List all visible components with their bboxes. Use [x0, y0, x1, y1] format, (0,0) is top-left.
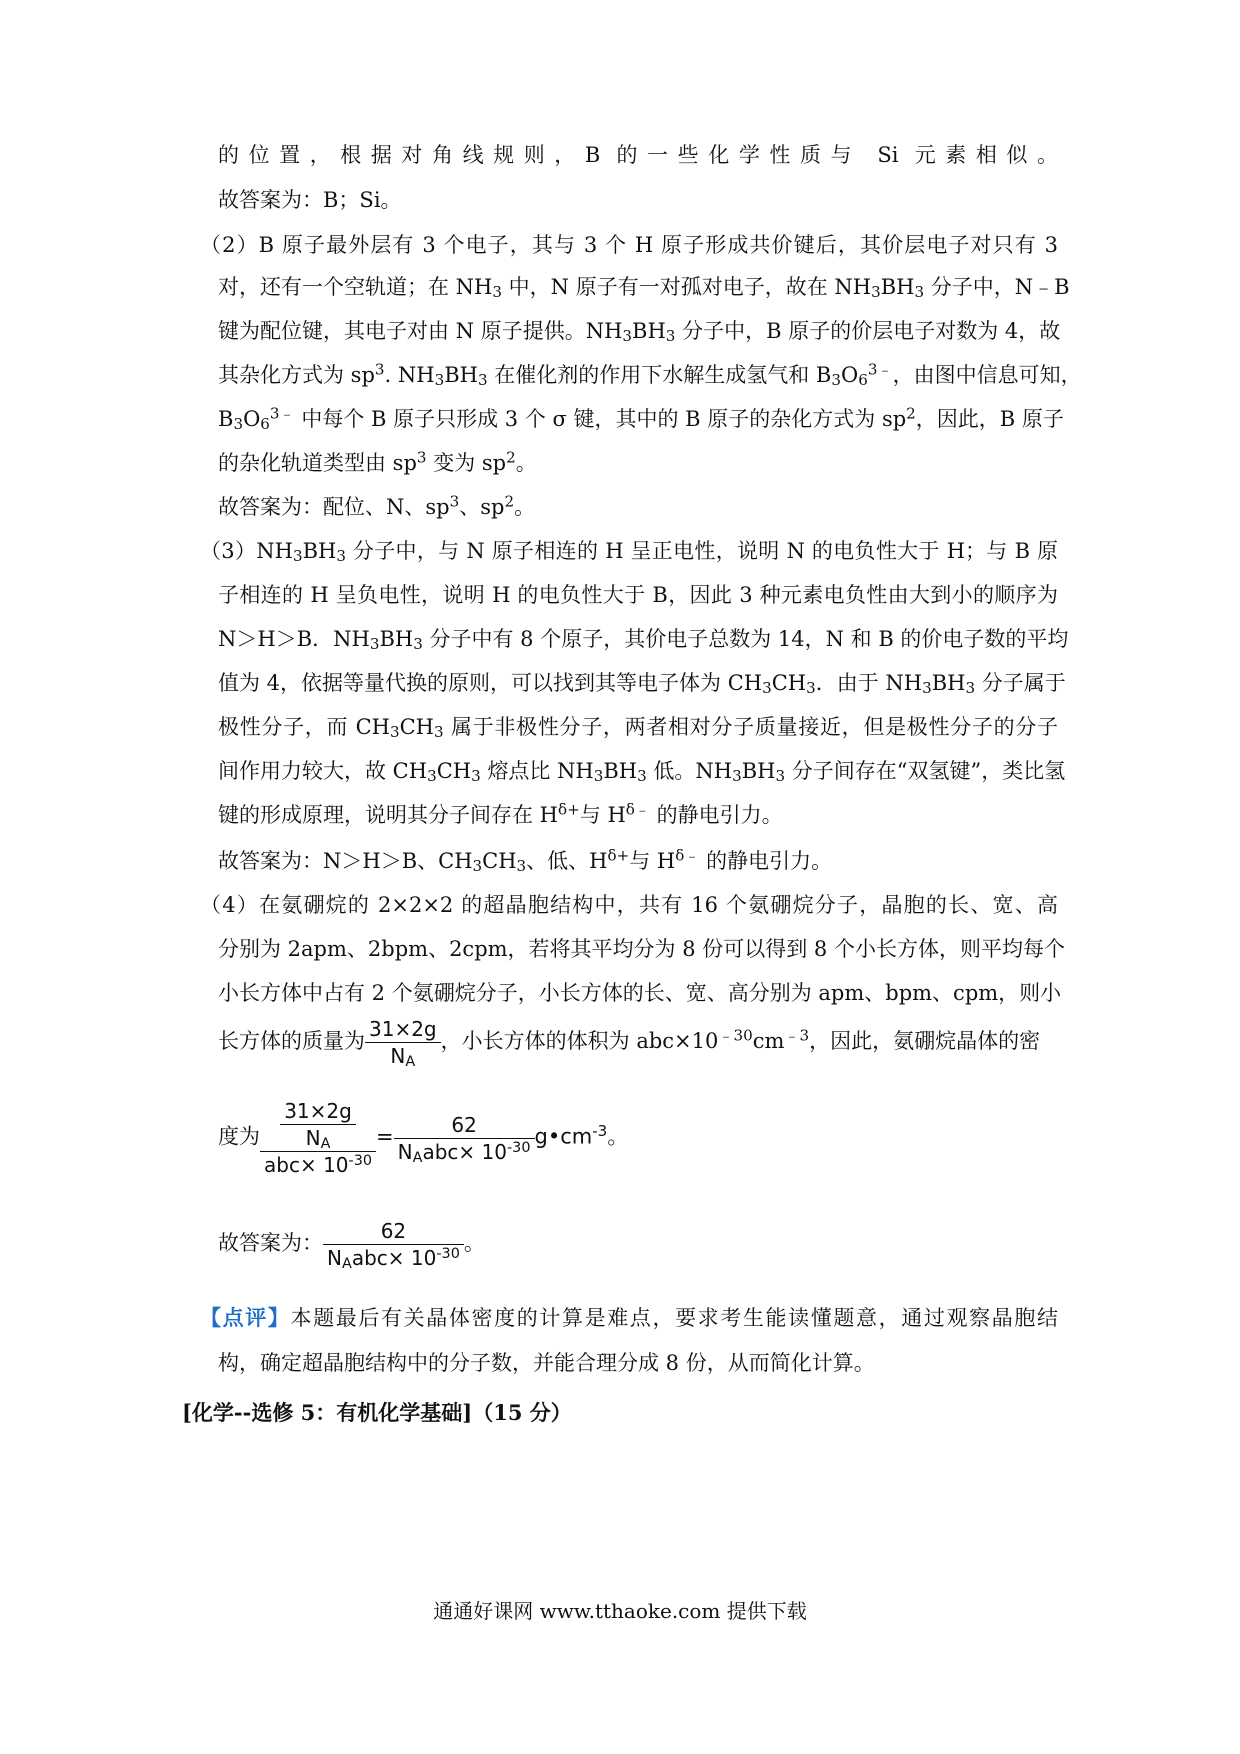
text-line: 小长方体中占有 2 个氨硼烷分子，小长方体的长、宽、高分别为 apm、bpm、cpm，则小	[218, 981, 1062, 1005]
fraction-denominator: $N_A$	[390, 1044, 416, 1070]
section-heading: [化学--选修 5：有机化学基础]（15 分）	[182, 1400, 572, 1425]
text-line: 值为 4，依据等量代换的原则，可以找到其等电子体为 $CH_3CH_3$．由于 $NH_3BH_3$ 分子属于	[218, 671, 1066, 698]
answer-line: 故答案为：B；Si。	[218, 188, 402, 212]
text-line: 的位置，根据对角线规则，B 的一些化学性质与 Si 元素相似。	[218, 143, 1058, 167]
fraction-denominator: $N_Aabc\times 10^{-30}$	[327, 1245, 460, 1272]
page-footer: 通通好课网 www.tthaoke.com 提供下载	[433, 1599, 807, 1623]
answer-line: 故答案为：配位、N、$sp^3$、$sp^2$。	[218, 492, 536, 519]
text-line: 其杂化方式为 $sp^3$. $NH_3BH_3$ 在催化剂的作用下水解生成氢气和 $B_3O_6^{3﹣}$，由图中信息可知，	[218, 360, 1082, 390]
comment-label: 【点评】	[200, 1305, 291, 1330]
text-span: 故答案为：	[218, 1231, 323, 1255]
fraction-denominator: $abc\times 10^{-30}$	[264, 1152, 373, 1177]
fraction-numerator: 62	[394, 1112, 535, 1139]
text-line: 对，还有一个空轨道；在 $NH_3$ 中，N 原子有一对孤对电子，故在 $NH_3BH_3$ 分子中，N﹣B	[218, 275, 1070, 302]
text-line: N＞H＞B．$NH_3BH_3$ 分子中有 8 个原子，其价电子总数为 14，N 和 B 的价电子数的平均	[218, 627, 1069, 654]
text-line: 键为配位键，其电子对由 N 原子提供。$NH_3BH_3$ 分子中，B 原子的价层电子对数为 4，故	[218, 319, 1061, 346]
comment-line: 【点评】本题最后有关晶体密度的计算是难点，要求考生能读懂题意，通过观察晶胞结	[200, 1305, 1059, 1330]
answer-equation: 故答案为： $\frac{62}{N_Aabc\times 10^{-30}}$ 。	[218, 1219, 485, 1272]
fraction-numerator: 31×2g	[365, 1016, 441, 1043]
text-span: 度为	[218, 1124, 260, 1149]
result-fraction	[394, 1112, 535, 1165]
mass-fraction: $\frac{31\times 2g}{N_A}$	[280, 1098, 356, 1151]
text-line: 分别为 2apm、2bpm、2cpm，若将其平均分为 8 份可以得到 8 个小长方体，则平均每个	[218, 937, 1065, 961]
text-line: （2）B 原子最外层有 3 个电子，其与 3 个 H 原子形成共价键后，其价层电子对只有 3	[200, 233, 1058, 257]
fraction-numerator: 62	[323, 1218, 464, 1245]
density-equation: 度为 $\frac{\frac{31\times 2g}{N_A}}{abc\times 10^{-30}}$ = $\frac{62}{N_Aabc\times 10^{-30}}$ $g•cm^{-3}$。	[218, 1099, 629, 1177]
text-line: 极性分子，而 $CH_3CH_3$ 属于非极性分子，两者相对分子质量接近，但是极性分子的分子	[218, 715, 1058, 742]
text-line: 键的形成原理，说明其分子间存在 $H^{\delta+}$与 $H^{\delta﹣}$ 的静电引力。	[218, 800, 783, 827]
text-line: 子相连的 H 呈负电性，说明 H 的电负性大于 B，因此 3 种元素电负性由大到小的顺序为	[218, 583, 1058, 607]
text-line: （4）在氨硼烷的 2×2×2 的超晶胞结构中，共有 16 个氨硼烷分子，晶胞的长、宽、高	[200, 893, 1058, 917]
text-line: $B_3O_6^{3﹣}$ 中每个 B 原子只形成 3 个 σ 键，其中的 B 原子的杂化方式为 $sp^2$，因此，B 原子	[218, 404, 1064, 434]
text-line: 间作用力较大，故 $CH_3CH_3$ 熔点比 $NH_3BH_3$ 低。$NH_3BH_3$ 分子间存在“双氢键”，类比氢	[218, 759, 1066, 786]
fraction-numerator	[260, 1098, 376, 1152]
fraction-denominator: $N_Aabc\times 10^{-30}$	[397, 1139, 531, 1166]
answer-line: 故答案为：N＞H＞B、$CH_3CH_3$、低、$H^{\delta+}$与 $H^{\delta﹣}$ 的静电引力。	[218, 846, 833, 876]
text-line: 的杂化轨道类型由 $sp^3$ 变为 $sp^2$。	[218, 448, 537, 475]
density-fraction	[260, 1098, 376, 1178]
mass-fraction	[365, 1016, 441, 1069]
comment-line: 构，确定超晶胞结构中的分子数，并能合理分成 8 份，从而简化计算。	[218, 1351, 875, 1375]
text-line: $(3)NH_3BH_3$ 分子中，与 N 原子相连的 H 呈正电性，说明 N 的电负性大于 H；与 B 原	[200, 539, 1058, 566]
text-span: 长方体的质量为	[218, 1029, 365, 1053]
mass-line: 长方体的质量为 $\frac{31\times 2g}{N_A}$ ，小长方体的体积为 $abc\times 10^{﹣30}cm^{﹣3}$，因此，氨硼烷晶体的密	[218, 1017, 1041, 1070]
result-fraction	[323, 1218, 464, 1271]
